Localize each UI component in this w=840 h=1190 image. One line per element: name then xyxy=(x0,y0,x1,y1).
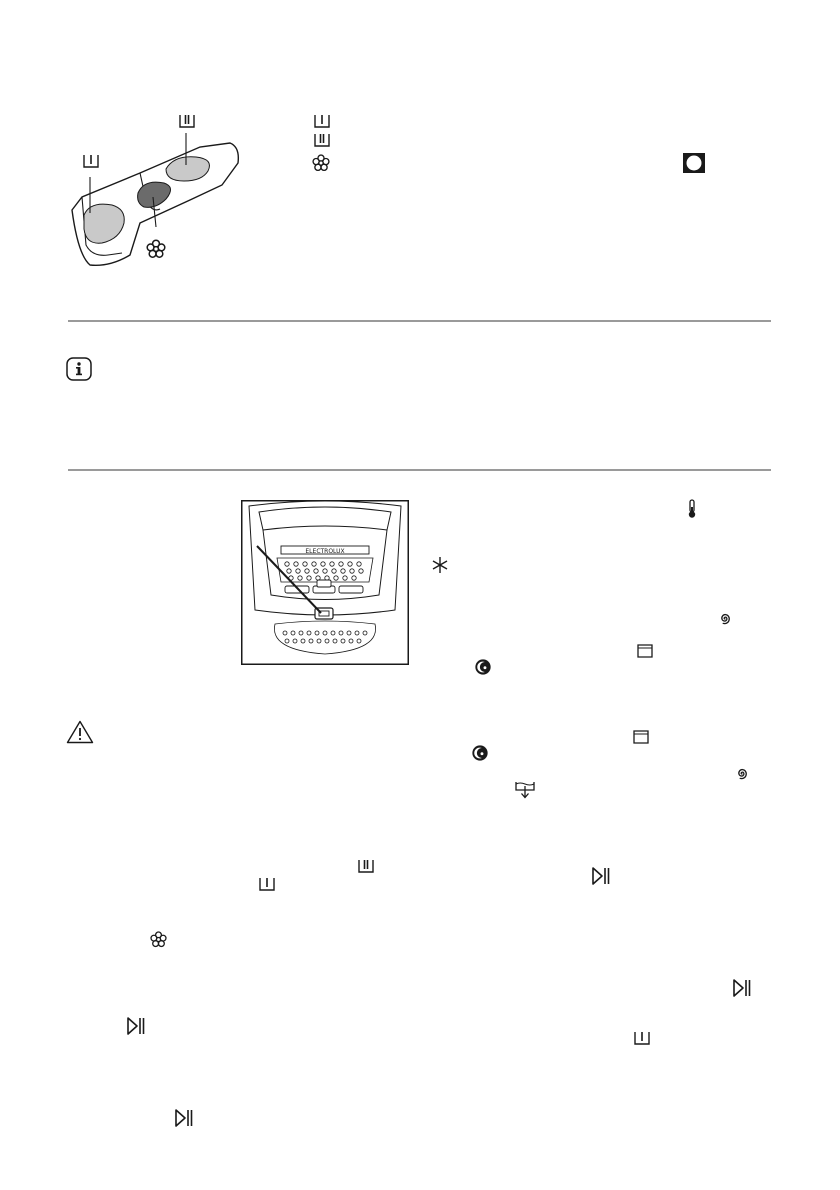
machine-control-panel-figure xyxy=(241,500,409,665)
tub-icon xyxy=(636,643,654,659)
spin-icon xyxy=(734,765,750,781)
eco-moon-icon xyxy=(471,744,489,762)
prewash-compartment-icon xyxy=(258,877,276,893)
softener-flower-icon xyxy=(146,239,166,259)
start-pause-icon xyxy=(732,978,752,998)
softener-flower-icon xyxy=(312,154,330,172)
asterisk-icon xyxy=(431,556,449,574)
tub-icon xyxy=(632,729,650,745)
prewash-compartment-icon xyxy=(633,1031,651,1047)
section-divider xyxy=(68,320,771,322)
prewash-compartment-icon xyxy=(313,114,331,130)
main-wash-compartment-icon xyxy=(357,859,375,875)
thermometer-icon xyxy=(686,499,698,519)
softener-flower-icon xyxy=(150,931,167,948)
main-wash-compartment-icon xyxy=(313,133,331,149)
eco-moon-icon xyxy=(474,658,492,676)
section-divider xyxy=(68,469,771,471)
warning-triangle-icon xyxy=(66,720,94,744)
start-pause-icon xyxy=(174,1108,194,1128)
circle-indicator-icon xyxy=(682,152,706,174)
prewash-compartment-icon xyxy=(82,154,100,170)
info-icon xyxy=(66,357,92,381)
spin-icon xyxy=(717,610,733,626)
panel-brand-label: ELECTROLUX xyxy=(305,547,345,555)
start-pause-icon xyxy=(591,866,611,886)
drain-icon xyxy=(514,780,536,800)
main-wash-compartment-icon xyxy=(178,114,196,130)
start-pause-icon xyxy=(126,1016,146,1036)
